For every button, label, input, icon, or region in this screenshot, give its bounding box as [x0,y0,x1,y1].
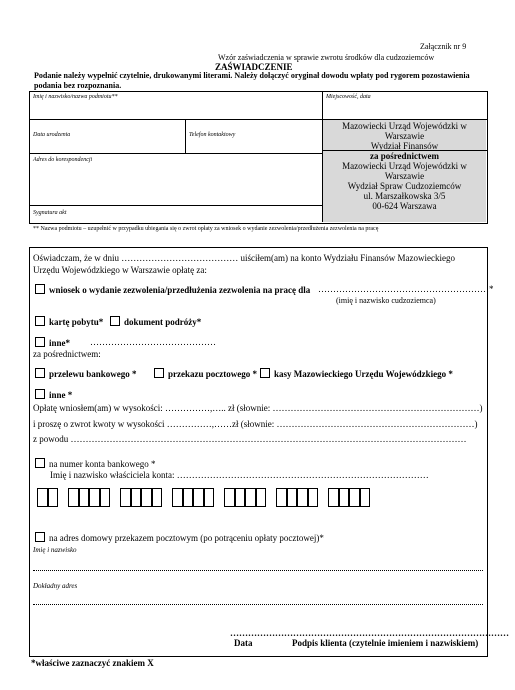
addressee-foreigners: Mazowiecki Urząd Wojewódzki w Warszawie Wydział Spraw Cudzoziemców ul. Marszałkowska 3/5 00-624 Warszawa [342,161,467,211]
footnote-entity: ** Nazwa podmiotu – uzupełnić w przypadku ubiegania się o zwrot opłaty za wniosek o wydanie zezwolenia/przedłużenia zezwolenia na pracę [33,226,379,232]
paid-amount-line[interactable]: Opłatę wniosłem(am) w wysokości: ……………,….. zł (słownie: ……………………………………………………………) [33,403,483,413]
checkbox-icon[interactable] [35,389,45,399]
account-digit-cell[interactable] [172,488,183,507]
account-digit-cell[interactable] [224,488,235,507]
via-label: za pośrednictwem: [33,349,101,359]
pay-cash-desk[interactable]: kasy Mazowieckiego Urzędu Wojewódzkiego * [260,368,453,379]
pay-bank-transfer[interactable]: przelewu bankowego * [35,368,137,379]
addressee-finance: Mazowiecki Urząd Wojewódzki w Warszawie Wydział Finansów za pośrednictwem [342,121,467,161]
account-digit-cell[interactable] [308,488,319,507]
foreigner-name-field[interactable]: …………………………………………………* [318,284,494,294]
recipient-name-label: Imię i nazwisko [33,546,77,554]
account-digit-cell[interactable] [193,488,204,507]
account-digit-cell[interactable] [297,488,308,507]
checkbox-icon[interactable] [35,337,45,347]
option-other[interactable]: inne* [35,337,70,348]
account-digit-cell[interactable] [68,488,79,507]
place-date-label: Miejscowość, data [326,94,371,100]
checkbox-icon[interactable] [35,316,45,326]
account-digit-cell[interactable] [276,488,287,507]
instructions: Podanie należy wypełnić czytelnie, drukowanymi literami. Należy dołączyć oryginał dowodu wpłaty pod rygorem pozostawienia podania bez rozpoznania. [34,71,470,90]
account-digit-cell[interactable] [349,488,360,507]
option-permit[interactable]: wniosek o wydanie zezwolenia/przedłużenia zezwolenia na pracę dla [35,284,310,295]
account-digit-cell[interactable] [141,488,152,507]
refund-amount-line[interactable]: i proszę o zwrot kwoty w wysokości ……………,……zł (słownie: …………………………………………………………) [33,419,478,429]
account-digit-cell[interactable] [79,488,90,507]
option-bank-account[interactable]: na numer konta bankowego * [35,458,155,469]
date-label: Data [234,638,253,648]
account-digit-cell[interactable] [152,488,163,507]
form-title: ZAŚWIADCZENIE [215,62,293,72]
checkbox-icon[interactable] [35,532,45,542]
file-sign-label: Sygnatura akt [33,210,67,216]
checkbox-icon[interactable] [35,368,45,378]
option-postal-address[interactable]: na adres domowy przekazem pocztowym (po potrąceniu opłaty pocztowej)* [35,532,324,543]
declaration-line-1: Oświadczam, że w dniu ………………………………… uiściłem(am) na konto Wydziału Finansów Mazowieckiego [33,253,455,263]
declaration-box [29,247,488,657]
account-digit-cell[interactable] [204,488,215,507]
recipient-name-field[interactable] [33,570,483,571]
foreigner-name-hint: (imię i nazwisko cudzoziemca) [336,296,436,305]
account-digit-cell[interactable] [245,488,256,507]
signature-label: Podpis klienta (czytelnie imieniem i nazwiskiem) [292,638,479,648]
account-digit-cell[interactable] [37,488,48,507]
checkbox-icon[interactable] [154,368,164,378]
birth-date-label: Data urodzenia [33,132,71,138]
account-digit-cell[interactable] [183,488,194,507]
recipient-address-field[interactable] [33,604,483,605]
checkbox-icon[interactable] [260,368,270,378]
account-digit-cell[interactable] [48,488,59,507]
option-travel-document[interactable]: dokument podróży* [110,316,201,327]
account-digit-cell[interactable] [287,488,298,507]
checkbox-icon[interactable] [35,284,45,294]
account-digit-cell[interactable] [339,488,350,507]
annex-number: Załącznik nr 9 [420,42,467,51]
footer-note: *właściwe zaznaczyć znakiem X [31,658,154,668]
account-digit-cell[interactable] [256,488,267,507]
checkbox-icon[interactable] [110,316,120,326]
form-subtitle: Wzór zaświadczenia w sprawie zwrotu środków dla cudzoziemców [218,53,435,62]
signature-dots[interactable]: ………………………………………………………………………………… [230,628,509,638]
checkbox-icon[interactable] [35,458,45,468]
pay-postal-order[interactable]: przekazu pocztowego * [154,368,257,379]
account-digit-cell[interactable] [360,488,371,507]
other-field[interactable]: …………………………………… [90,337,216,347]
account-digit-cell[interactable] [235,488,246,507]
declaration-line-2: Urzędu Wojewódzkiego w Warszawie opłatę za: [33,265,207,275]
option-residence-card[interactable]: kartę pobytu* [35,316,103,327]
recipient-address-label: Dokładny adres [33,582,78,590]
account-digit-cell[interactable] [131,488,142,507]
account-digit-cell[interactable] [89,488,100,507]
account-digit-cell[interactable] [100,488,111,507]
account-digit-cell[interactable] [120,488,131,507]
address-label: Adres do korespondencji [33,157,93,163]
account-digit-cell[interactable] [328,488,339,507]
pay-other[interactable]: inne * [35,389,72,400]
phone-label: Telefon kontaktowy [189,132,236,138]
reason-line[interactable]: z powodu …………………………………………………………………………………………………………………… [33,434,467,444]
account-holder-line[interactable]: Imię i nazwisko właściciela konta: ………………………………………………………………………… [50,470,429,480]
name-label: Imię i nazwisko/nazwa podmiotu** [33,94,118,100]
